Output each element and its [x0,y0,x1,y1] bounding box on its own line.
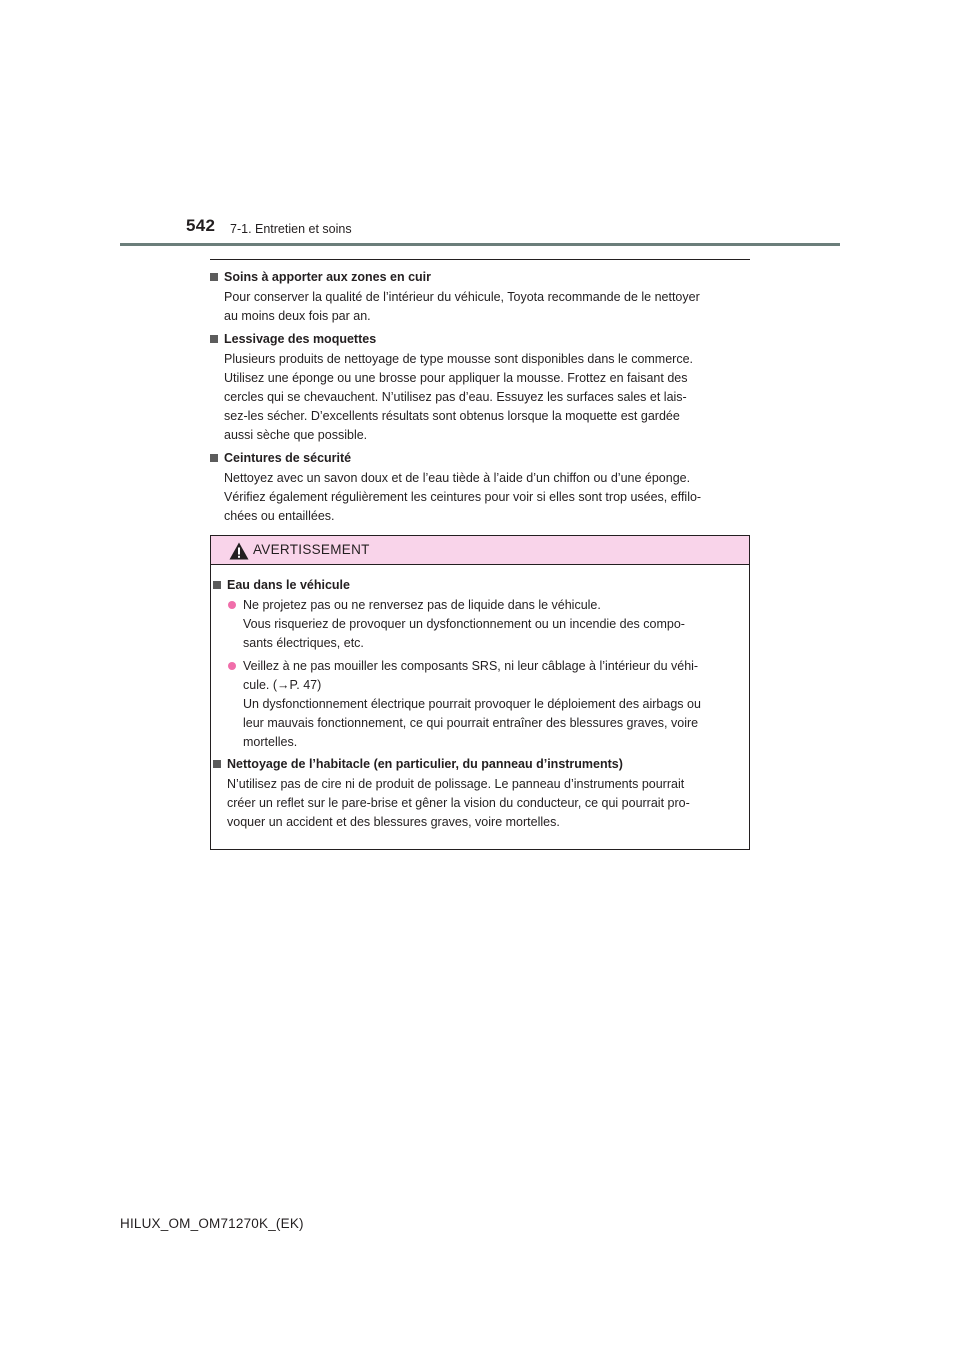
footer-doc-code: HILUX_OM_OM71270K_(EK) [120,1216,304,1231]
warning-bullet: Ne projetez pas ou ne renversez pas de liquide dans le véhicule. Vous risqueriez de provoquer un dysfonctionnement ou un incendie des compo- sants électriques, etc. [213,596,741,653]
circle-bullet-icon [228,601,236,609]
section-heading: Ceintures de sécurité [210,450,750,467]
warning-box [210,535,750,850]
section-carpets [210,331,750,445]
square-bullet-icon [213,760,221,768]
warning-heading-cabin: Nettoyage de l’habitacle (en particulier, du panneau d’instruments) [213,756,741,773]
warning-body [211,565,749,849]
circle-bullet-icon [228,662,236,670]
warning-heading-water: Eau dans le véhicule [213,577,741,594]
square-bullet-icon [213,581,221,589]
section-leather [210,269,750,326]
header-rule [120,243,840,246]
page-number: 542 [186,216,216,235]
warning-bullet: Veillez à ne pas mouiller les composants SRS, ni leur câblage à l’intérieur du véhi- cule. (→P. 47) Un dysfonctionnement électrique pourrait provoquer le déploiement des airbags ou leur mauvais fonctionnement, ce qui pourrait entraîner des blessures graves, voire mortelles. [213,657,741,752]
square-bullet-icon [210,273,218,281]
section-heading: Lessivage des moquettes [210,331,750,348]
top-rule [210,259,750,260]
section-title: 7-1. Entretien et soins [230,222,352,236]
warning-title: AVERTISSEMENT [253,542,370,557]
square-bullet-icon [210,335,218,343]
section-heading: Soins à apporter aux zones en cuir [210,269,750,286]
section-body: Pour conserver la qualité de l’intérieur du véhicule, Toyota recommande de le nettoyer au moins deux fois par an. [224,290,700,323]
section-seatbelts [210,450,750,526]
section-body: Plusieurs produits de nettoyage de type mousse sont disponibles dans le commerce. Utilisez une éponge ou une brosse pour appliquer la mousse. Frottez en faisant des cercles qui se chevauchent. N’utilisez pas d’eau. Essuyez les surfaces sales et lais- sez-les sécher. D’excellents résultats sont obtenus lorsque la moquette est gardée aussi sèche que possible. [224,352,694,442]
square-bullet-icon [210,454,218,462]
warning-triangle-icon [229,542,249,560]
warning-header [211,536,749,565]
warning-body-text: N’utilisez pas de cire ni de produit de polissage. Le panneau d’instruments pourrait créer un reflet sur le pare-brise et gêner la vision du conducteur, ce qui pourrait pro- voquer un accident et des blessures graves, voire mortelles. [227,777,690,829]
content [210,259,750,850]
section-body: Nettoyez avec un savon doux et de l’eau tiède à l’aide d’un chiffon ou d’une éponge. Vérifiez également régulièrement les ceintures pour voir si elles sont trop usées, effilo- chées ou entaillées. [224,471,702,523]
